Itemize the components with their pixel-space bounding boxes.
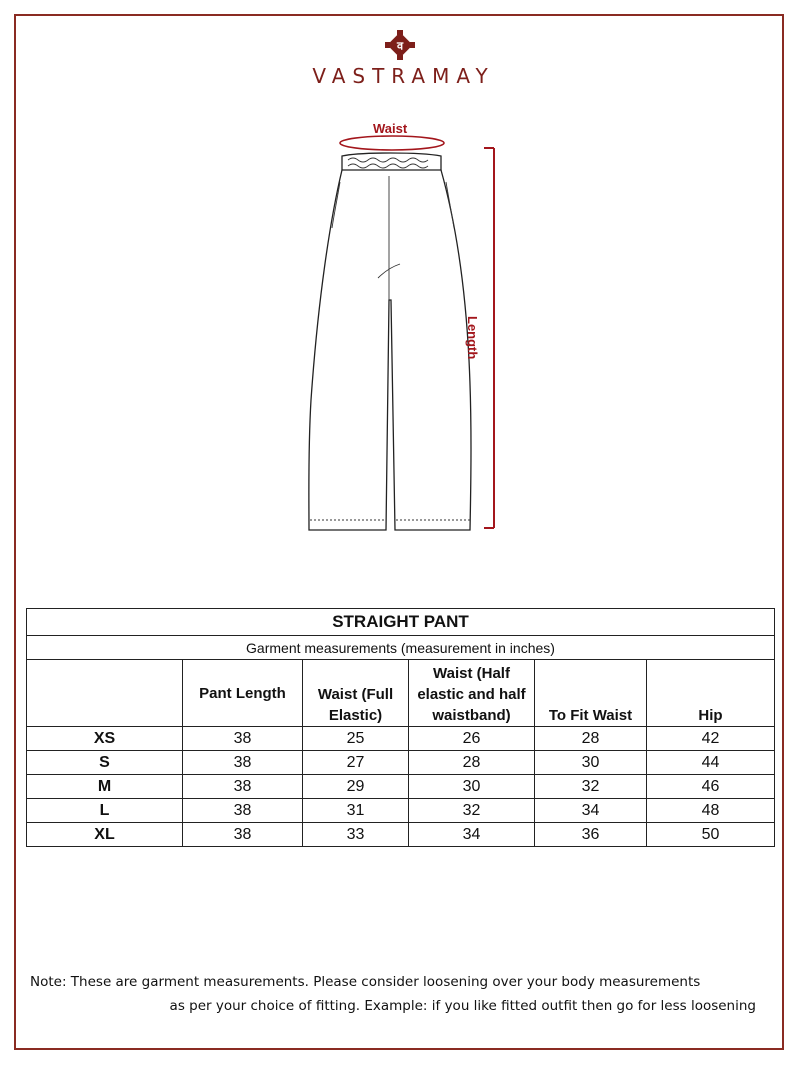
table-row — [27, 799, 775, 823]
svg-text:व: व — [396, 39, 404, 53]
waist-half-cell: 32 — [409, 799, 535, 823]
size-chart-table — [26, 608, 775, 847]
table-title: STRAIGHT PANT — [27, 609, 775, 636]
hip-cell: 48 — [647, 799, 775, 823]
column-header-size — [27, 660, 183, 727]
note-line-1: Note: These are garment measurements. Please consider loosening over your body measurements — [30, 974, 701, 990]
column-header-waist-half: Waist (Half elastic and half waistband) — [409, 660, 535, 727]
size-cell: XS — [27, 727, 183, 751]
fitting-note — [30, 970, 756, 1018]
waist-label: Waist — [373, 121, 408, 136]
waist-half-cell: 28 — [409, 751, 535, 775]
pant-length-cell: 38 — [183, 775, 303, 799]
to-fit-waist-cell: 34 — [535, 799, 647, 823]
column-header-waist-full: Waist (Full Elastic) — [303, 660, 409, 727]
column-header-pant-length: Pant Length — [183, 660, 303, 727]
pant-outline — [309, 153, 471, 530]
table-subtitle: Garment measurements (measurement in inches) — [27, 636, 775, 660]
to-fit-waist-cell: 32 — [535, 775, 647, 799]
hip-cell: 42 — [647, 727, 775, 751]
size-cell: XL — [27, 823, 183, 847]
waist-full-cell: 25 — [303, 727, 409, 751]
waist-half-cell: 30 — [409, 775, 535, 799]
size-cell: M — [27, 775, 183, 799]
length-bracket — [484, 148, 494, 528]
waist-half-cell: 26 — [409, 727, 535, 751]
to-fit-waist-cell: 36 — [535, 823, 647, 847]
waist-half-cell: 34 — [409, 823, 535, 847]
to-fit-waist-cell: 28 — [535, 727, 647, 751]
table-row — [27, 823, 775, 847]
hip-cell: 44 — [647, 751, 775, 775]
note-line-2: as per your choice of fitting. Example: if you like fitted outfit then go for less loosening — [169, 998, 756, 1014]
waist-full-cell: 31 — [303, 799, 409, 823]
waist-full-cell: 33 — [303, 823, 409, 847]
hip-cell: 46 — [647, 775, 775, 799]
length-label: Length — [465, 316, 480, 360]
waist-full-cell: 29 — [303, 775, 409, 799]
column-header-hip: Hip — [647, 660, 775, 727]
size-cell: L — [27, 799, 183, 823]
pant-length-cell: 38 — [183, 751, 303, 775]
pant-length-cell: 38 — [183, 727, 303, 751]
table-row — [27, 775, 775, 799]
hip-cell: 50 — [647, 823, 775, 847]
waist-ellipse — [340, 136, 444, 150]
table-row — [27, 751, 775, 775]
column-header-to-fit-waist: To Fit Waist — [535, 660, 647, 727]
size-cell: S — [27, 751, 183, 775]
brand-name: VASTRAMAY — [312, 64, 495, 88]
pant-length-cell: 38 — [183, 799, 303, 823]
waist-full-cell: 27 — [303, 751, 409, 775]
table-row — [27, 727, 775, 751]
to-fit-waist-cell: 30 — [535, 751, 647, 775]
pant-length-cell: 38 — [183, 823, 303, 847]
